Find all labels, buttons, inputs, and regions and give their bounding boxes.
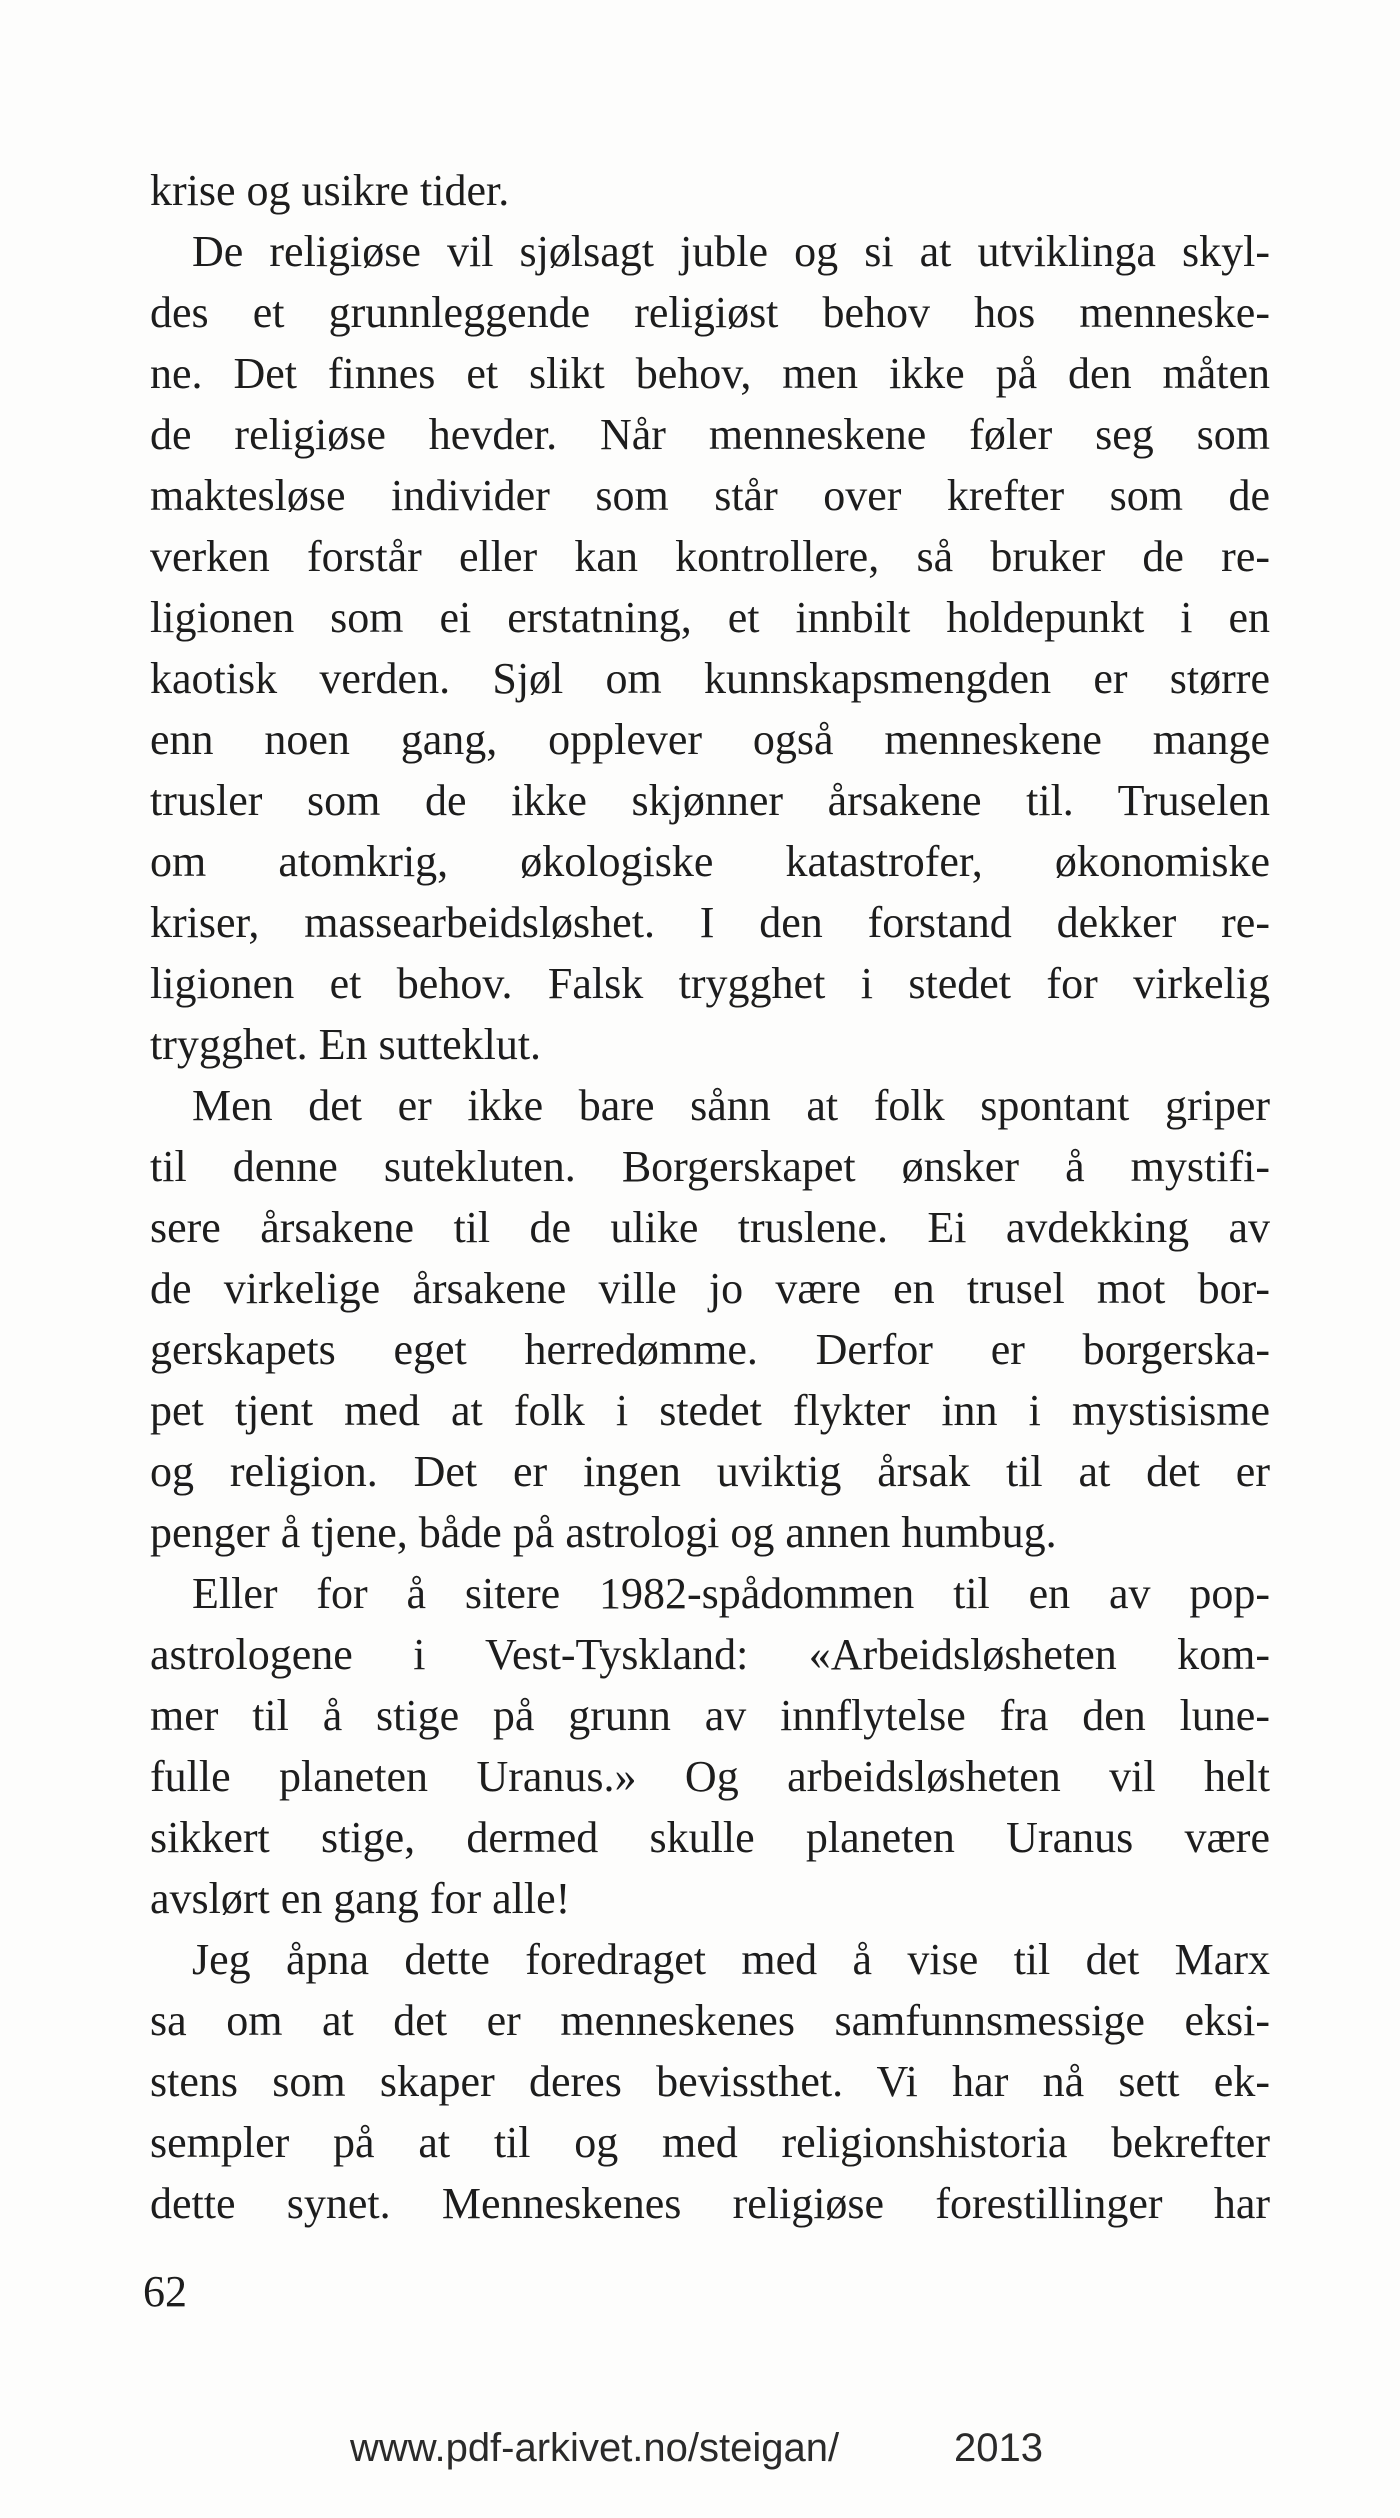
page-number: 62 bbox=[143, 2267, 187, 2316]
text-line: krise og usikre tider. bbox=[150, 166, 510, 215]
body-text bbox=[150, 160, 1270, 2234]
text-line: sa om at det er menneskenes samfunnsmessige eksi- bbox=[150, 1996, 1270, 2045]
text-line: pet tjent med at folk i stedet flykter inn i mystisisme bbox=[150, 1386, 1270, 1435]
text-line: trusler som de ikke skjønner årsakene til. Truselen bbox=[150, 776, 1270, 825]
text-line: sempler på at til og med religionshistoria bekrefter bbox=[150, 2118, 1270, 2167]
text-line: ne. Det finnes et slikt behov, men ikke på den måten bbox=[150, 349, 1270, 398]
footer-url: www.pdf-arkivet.no/steigan/ bbox=[350, 2426, 840, 2470]
text-line: til denne sutekluten. Borgerskapet ønsker å mystifi- bbox=[150, 1142, 1270, 1191]
text-line: kaotisk verden. Sjøl om kunnskapsmengden er større bbox=[150, 654, 1270, 703]
text-line: ligionen et behov. Falsk trygghet i stedet for virkelig bbox=[150, 959, 1270, 1008]
text-line: de virkelige årsakene ville jo være en trusel mot bor- bbox=[150, 1264, 1270, 1313]
text-line: astrologene i Vest-Tyskland: «Arbeidsløsheten kom- bbox=[150, 1630, 1270, 1679]
text-line: kriser, massearbeidsløshet. I den forstand dekker re- bbox=[150, 898, 1270, 947]
text-line: avslørt en gang for alle! bbox=[150, 1874, 571, 1923]
text-line: stens som skaper deres bevissthet. Vi har nå sett ek- bbox=[150, 2057, 1270, 2106]
text-line: og religion. Det er ingen uviktig årsak til at det er bbox=[150, 1447, 1270, 1496]
text-line: maktesløse individer som står over krefter som de bbox=[150, 471, 1270, 520]
text-line: Jeg åpna dette foredraget med å vise til det Marx bbox=[192, 1935, 1270, 1984]
text-line: dette synet. Menneskenes religiøse forestillinger har bbox=[150, 2179, 1270, 2228]
text-line: De religiøse vil sjølsagt juble og si at utviklinga skyl- bbox=[192, 227, 1270, 276]
text-line: gerskapets eget herredømme. Derfor er borgerska- bbox=[150, 1325, 1270, 1374]
text-line: enn noen gang, opplever også menneskene mange bbox=[150, 715, 1270, 764]
text-line: mer til å stige på grunn av innflytelse fra den lune- bbox=[150, 1691, 1270, 1740]
text-line: sere årsakene til de ulike truslene. Ei avdekking av bbox=[150, 1203, 1270, 1252]
text-line: penger å tjene, både på astrologi og annen humbug. bbox=[150, 1508, 1057, 1557]
text-line: sikkert stige, dermed skulle planeten Uranus være bbox=[150, 1813, 1270, 1862]
text-line: fulle planeten Uranus.» Og arbeidsløsheten vil helt bbox=[150, 1752, 1270, 1801]
text-line: ligionen som ei erstatning, et innbilt holdepunkt i en bbox=[150, 593, 1270, 642]
text-line: om atomkrig, økologiske katastrofer, økonomiske bbox=[150, 837, 1270, 886]
text-line: Eller for å sitere 1982-spådommen til en av pop- bbox=[192, 1569, 1270, 1618]
text-line: de religiøse hevder. Når menneskene føler seg som bbox=[150, 410, 1270, 459]
footer-year: 2013 bbox=[954, 2426, 1043, 2470]
text-line: des et grunnleggende religiøst behov hos menneske- bbox=[150, 288, 1270, 337]
text-line: trygghet. En sutteklut. bbox=[150, 1020, 542, 1069]
text-line: verken forstår eller kan kontrollere, så bruker de re- bbox=[150, 532, 1270, 581]
text-line: Men det er ikke bare sånn at folk spontant griper bbox=[192, 1081, 1270, 1130]
